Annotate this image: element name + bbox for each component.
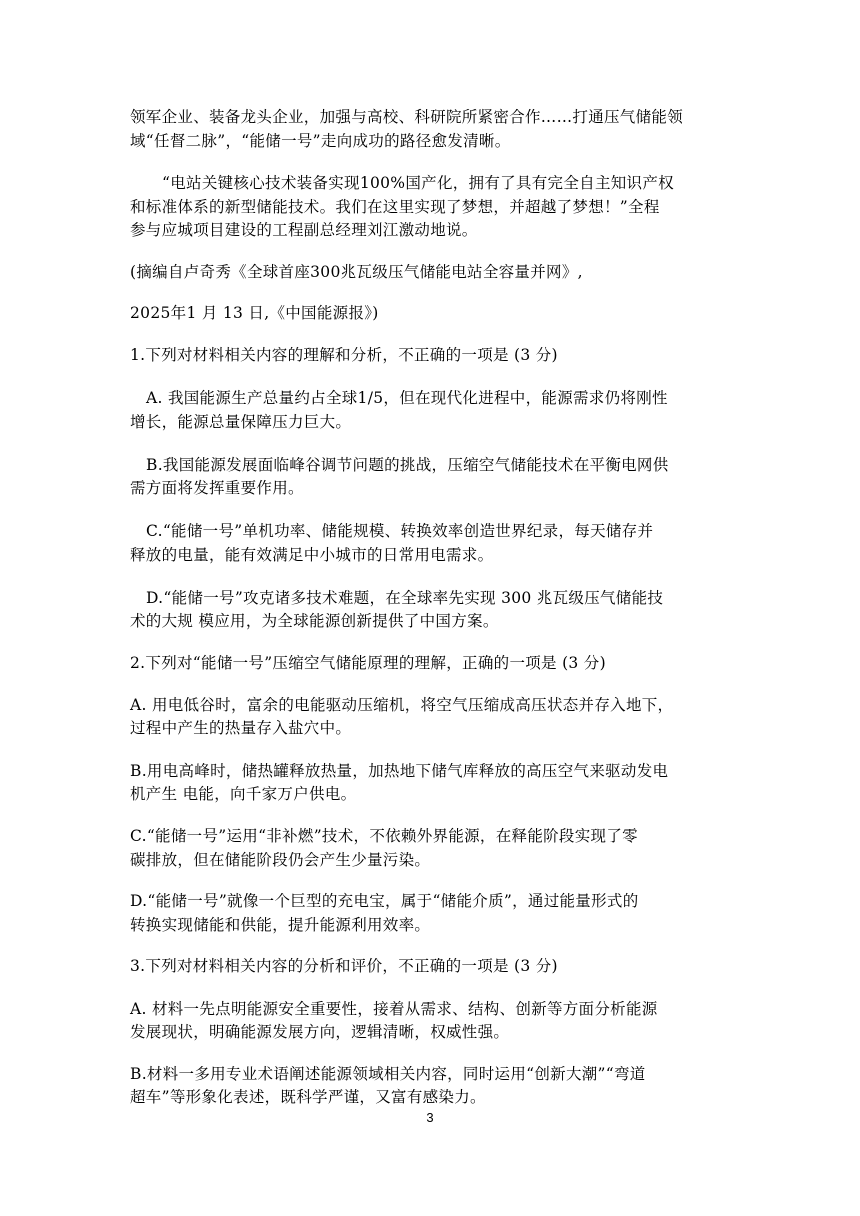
question-title: 1.下列对材料相关内容的理解和分析，不正确的一项是 (3 分) [130,346,558,364]
option-line: D.“能储一号”攻克诸多技术难题，在全球率先实现 300 兆瓦级压气储能技 [146,589,664,607]
text-line: 领军企业、装备龙头企业，加强与高校、科研院所紧密合作……打通压气储能领 [130,108,684,126]
text-line: 参与应城项目建设的工程副总经理刘江激动地说。 [130,221,478,239]
option-line: 过程中产生的热量存入盐穴中。 [130,719,352,737]
text-line: “电站关键核心技术装备实现100%国产化，拥有了具有完全自主知识产权 [162,174,674,192]
question-title: 2.下列对“能储一号”压缩空气储能原理的理解，正确的一项是 (3 分) [130,654,606,672]
option-line: C.“能储一号”单机功率、储能规模、转换效率创造世界纪录，每天储存并 [146,522,654,540]
option-line: C.“能储一号”运用“非补燃”技术，不依赖外界能源，在释能阶段实现了零 [130,827,638,845]
option-line: 超车”等形象化表述，既科学严谨，又富有感染力。 [130,1088,486,1106]
text-line: 和标准体系的新型储能技术。我们在这里实现了梦想，并超越了梦想！”全程 [130,198,660,216]
option-line: A. 我国能源生产总量约占全球1/5，但在现代化进程中，能源需求仍将刚性 [146,389,668,407]
option-line: 转换实现储能和供能，提升能源利用效率。 [130,916,431,934]
option-line: 发展现状，明确能源发展方向，逻辑清晰，权威性强。 [130,1023,510,1041]
option-line: 术的大规 模应用，为全球能源创新提供了中国方案。 [130,612,499,630]
option-line: D.“能储一号”就像一个巨型的充电宝，属于“储能介质”，通过能量形式的 [130,892,639,910]
option-line: A. 材料一先点明能源安全重要性，接着从需求、结构、创新等方面分析能源 [130,1000,658,1018]
option-line: 机产生 电能，向千家万户供电。 [130,785,357,803]
question-title: 3.下列对材料相关内容的分析和评价，不正确的一项是 (3 分) [130,957,558,975]
page-number: 3 [426,1110,434,1125]
option-line: B.材料一多用专业术语阐述能源领域相关内容，同时运用“创新大潮”“弯道 [130,1065,646,1083]
option-line: A. 用电低谷时，富余的电能驱动压缩机，将空气压缩成高压状态并存入地下， [130,696,674,714]
text-line: 域“任督二脉”，“能储一号”走向成功的路径愈发清晰。 [130,132,511,150]
option-line: 增长，能源总量保障压力巨大。 [130,413,352,431]
option-line: B.我国能源发展面临峰谷调节问题的挑战，压缩空气储能技术在平衡电网供 [146,456,669,474]
option-line: B.用电高峰时，储热罐释放热量，加热地下储气库释放的高压空气来驱动发电 [130,762,669,780]
citation-line: 2025年1 月 13 日,《中国能源报》) [130,304,379,322]
option-line: 释放的电量，能有效满足中小城市的日常用电需求。 [130,546,494,564]
option-line: 碳排放，但在储能阶段仍会产生少量污染。 [130,851,431,869]
option-line: 需方面将发挥重要作用。 [130,479,304,497]
citation-line: (摘编自卢奇秀《全球首座300兆瓦级压气储能电站全容量并网》, [130,263,583,281]
